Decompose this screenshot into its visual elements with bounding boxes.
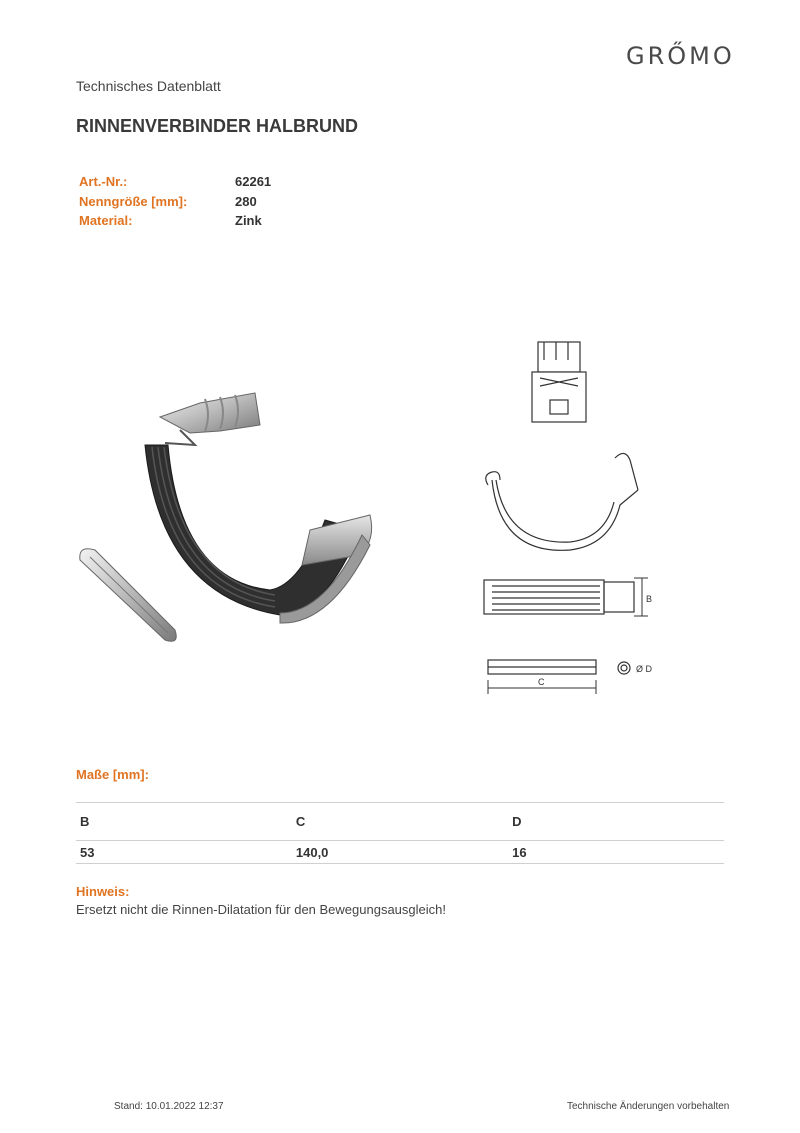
value-d: 16 [512, 844, 527, 860]
page-title: RINNENVERBINDER HALBRUND [76, 116, 359, 136]
column-header-b: B [80, 814, 90, 829]
product-photo [70, 385, 390, 665]
dimensions-heading: Maße [mm]: [76, 767, 149, 782]
column-header-d: D [512, 814, 522, 829]
spec-value: 62261 [235, 174, 272, 189]
note-text: Ersetzt nicht die Rinnen-Dilatation für den Bewegungsausgleich! [76, 902, 446, 917]
document-type: Technisches Datenblatt [76, 78, 221, 94]
drawing-label-d: Ø D [636, 664, 653, 674]
dimensions-table [76, 802, 724, 864]
spec-key: Art.-Nr.: [79, 174, 128, 189]
table-row [76, 841, 724, 864]
table-header-row [76, 803, 724, 841]
drawing-label-b: B [646, 594, 653, 604]
value-c: 140,0 [295, 844, 329, 860]
spec-list [79, 174, 271, 233]
spec-key: Material: [79, 213, 133, 228]
spec-value: 280 [235, 193, 257, 209]
spec-row-article [79, 174, 271, 194]
footer-date: Stand: 10.01.2022 12:37 [114, 1101, 224, 1112]
technical-drawings [470, 330, 690, 710]
spec-row-material [79, 213, 271, 233]
spec-row-size [79, 194, 271, 214]
drawing-label-c: C [538, 677, 545, 687]
column-header-c: C [295, 814, 306, 829]
value-b: 53 [80, 844, 95, 860]
brand-logo: GRŐMO [626, 42, 735, 70]
spec-value: Zink [235, 213, 262, 228]
note-heading: Hinweis: [76, 884, 130, 899]
spec-key: Nenngröße [mm]: [79, 193, 188, 209]
footer-disclaimer: Technische Änderungen vorbehalten [567, 1101, 730, 1112]
